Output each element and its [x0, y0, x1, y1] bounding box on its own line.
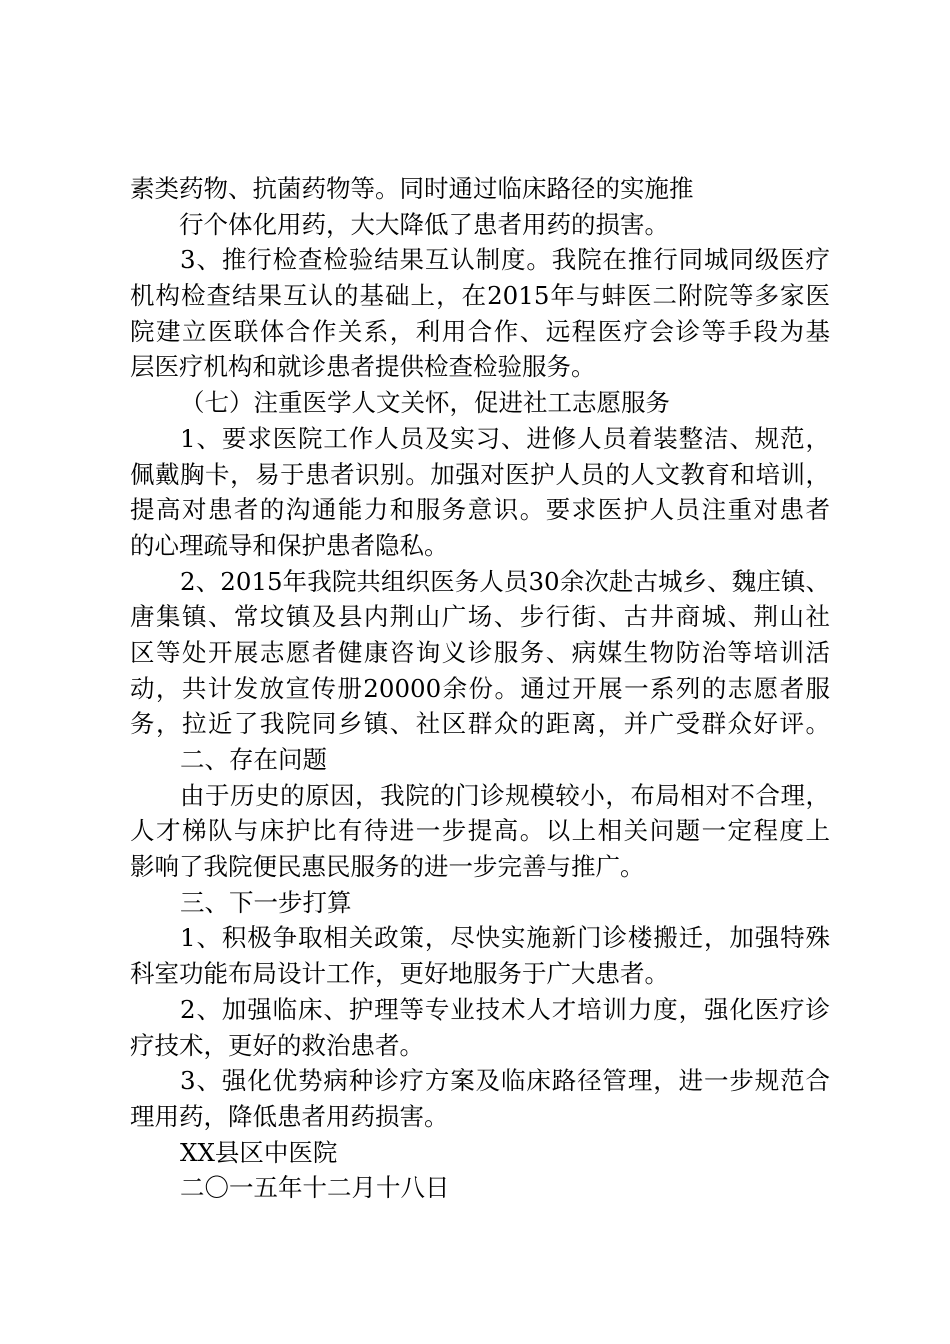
paragraph-line: 2、加强临床、护理等专业技术人才培训力度，强化医疗诊	[180, 994, 830, 1024]
paragraph-line: 理用药，降低患者用药损害。	[130, 1101, 449, 1131]
paragraph-line: 院建立医联体合作关系，利用合作、远程医疗会诊等手段为基	[130, 316, 830, 346]
paragraph-line: 提高对患者的沟通能力和服务意识。要求医护人员注重对患者	[130, 495, 830, 525]
paragraph-line: 层医疗机构和就诊患者提供检查检验服务。	[130, 352, 596, 382]
paragraph-line: 机构检查结果互认的基础上，在2015年与蚌医二附院等多家医	[130, 281, 830, 311]
paragraph-line: 由于历史的原因，我院的门诊规模较小，布局相对不合理，	[180, 780, 830, 810]
paragraph-line: 人才梯队与床护比有待进一步提高。以上相关问题一定程度上	[130, 816, 830, 846]
paragraph-line: 行个体化用药，大大降低了患者用药的损害。	[179, 209, 669, 239]
paragraph-line: 唐集镇、常坟镇及县内荆山广场、步行街、古井商城、荆山社	[130, 602, 830, 632]
paragraph-line: 1、积极争取相关政策，尽快实施新门诊楼搬迁，加强特殊	[180, 923, 830, 953]
section-heading: （七）注重医学人文关怀，促进社工志愿服务	[180, 388, 670, 418]
paragraph-line: 佩戴胸卡，易于患者识别。加强对医护人员的人文教育和培训，	[130, 459, 830, 489]
signature-organization: XX县区中医院	[180, 1137, 338, 1167]
section-heading: 二、存在问题	[180, 745, 327, 774]
paragraph-line: 3、强化优势病种诊疗方案及临床路径管理，进一步规范合	[180, 1066, 830, 1096]
paragraph-line: 动，共计发放宣传册20000余份。通过开展一系列的志愿者服	[130, 673, 830, 703]
paragraph-line: 疗技术，更好的救治患者。	[130, 1030, 424, 1060]
paragraph-line: 区等处开展志愿者健康咨询义诊服务、病媒生物防治等培训活	[130, 637, 830, 667]
section-heading: 三、下一步打算	[180, 887, 352, 917]
paragraph-line: 科室功能布局设计工作，更好地服务于广大患者。	[130, 959, 669, 989]
paragraph-line: 1、要求医院工作人员及实习、进修人员着装整洁、规范，	[180, 423, 830, 453]
paragraph-line: 务，拉近了我院同乡镇、社区群众的距离，并广受群众好评。	[130, 709, 830, 739]
paragraph-line: 影响了我院便民惠民服务的进一步完善与推广。	[130, 852, 645, 882]
signature-date: 二〇一五年十二月十八日	[180, 1173, 450, 1203]
paragraph-line: 的心理疏导和保护患者隐私。	[130, 530, 449, 560]
paragraph-line: 2、2015年我院共组织医务人员30余次赴古城乡、魏庄镇、	[180, 566, 830, 596]
paragraph-line: 3、推行检查检验结果互认制度。我院在推行同城同级医疗	[180, 245, 830, 275]
document-body	[130, 171, 830, 1206]
paragraph-line: 素类药物、抗菌药物等。同时通过临床路径的实施推	[130, 174, 694, 203]
